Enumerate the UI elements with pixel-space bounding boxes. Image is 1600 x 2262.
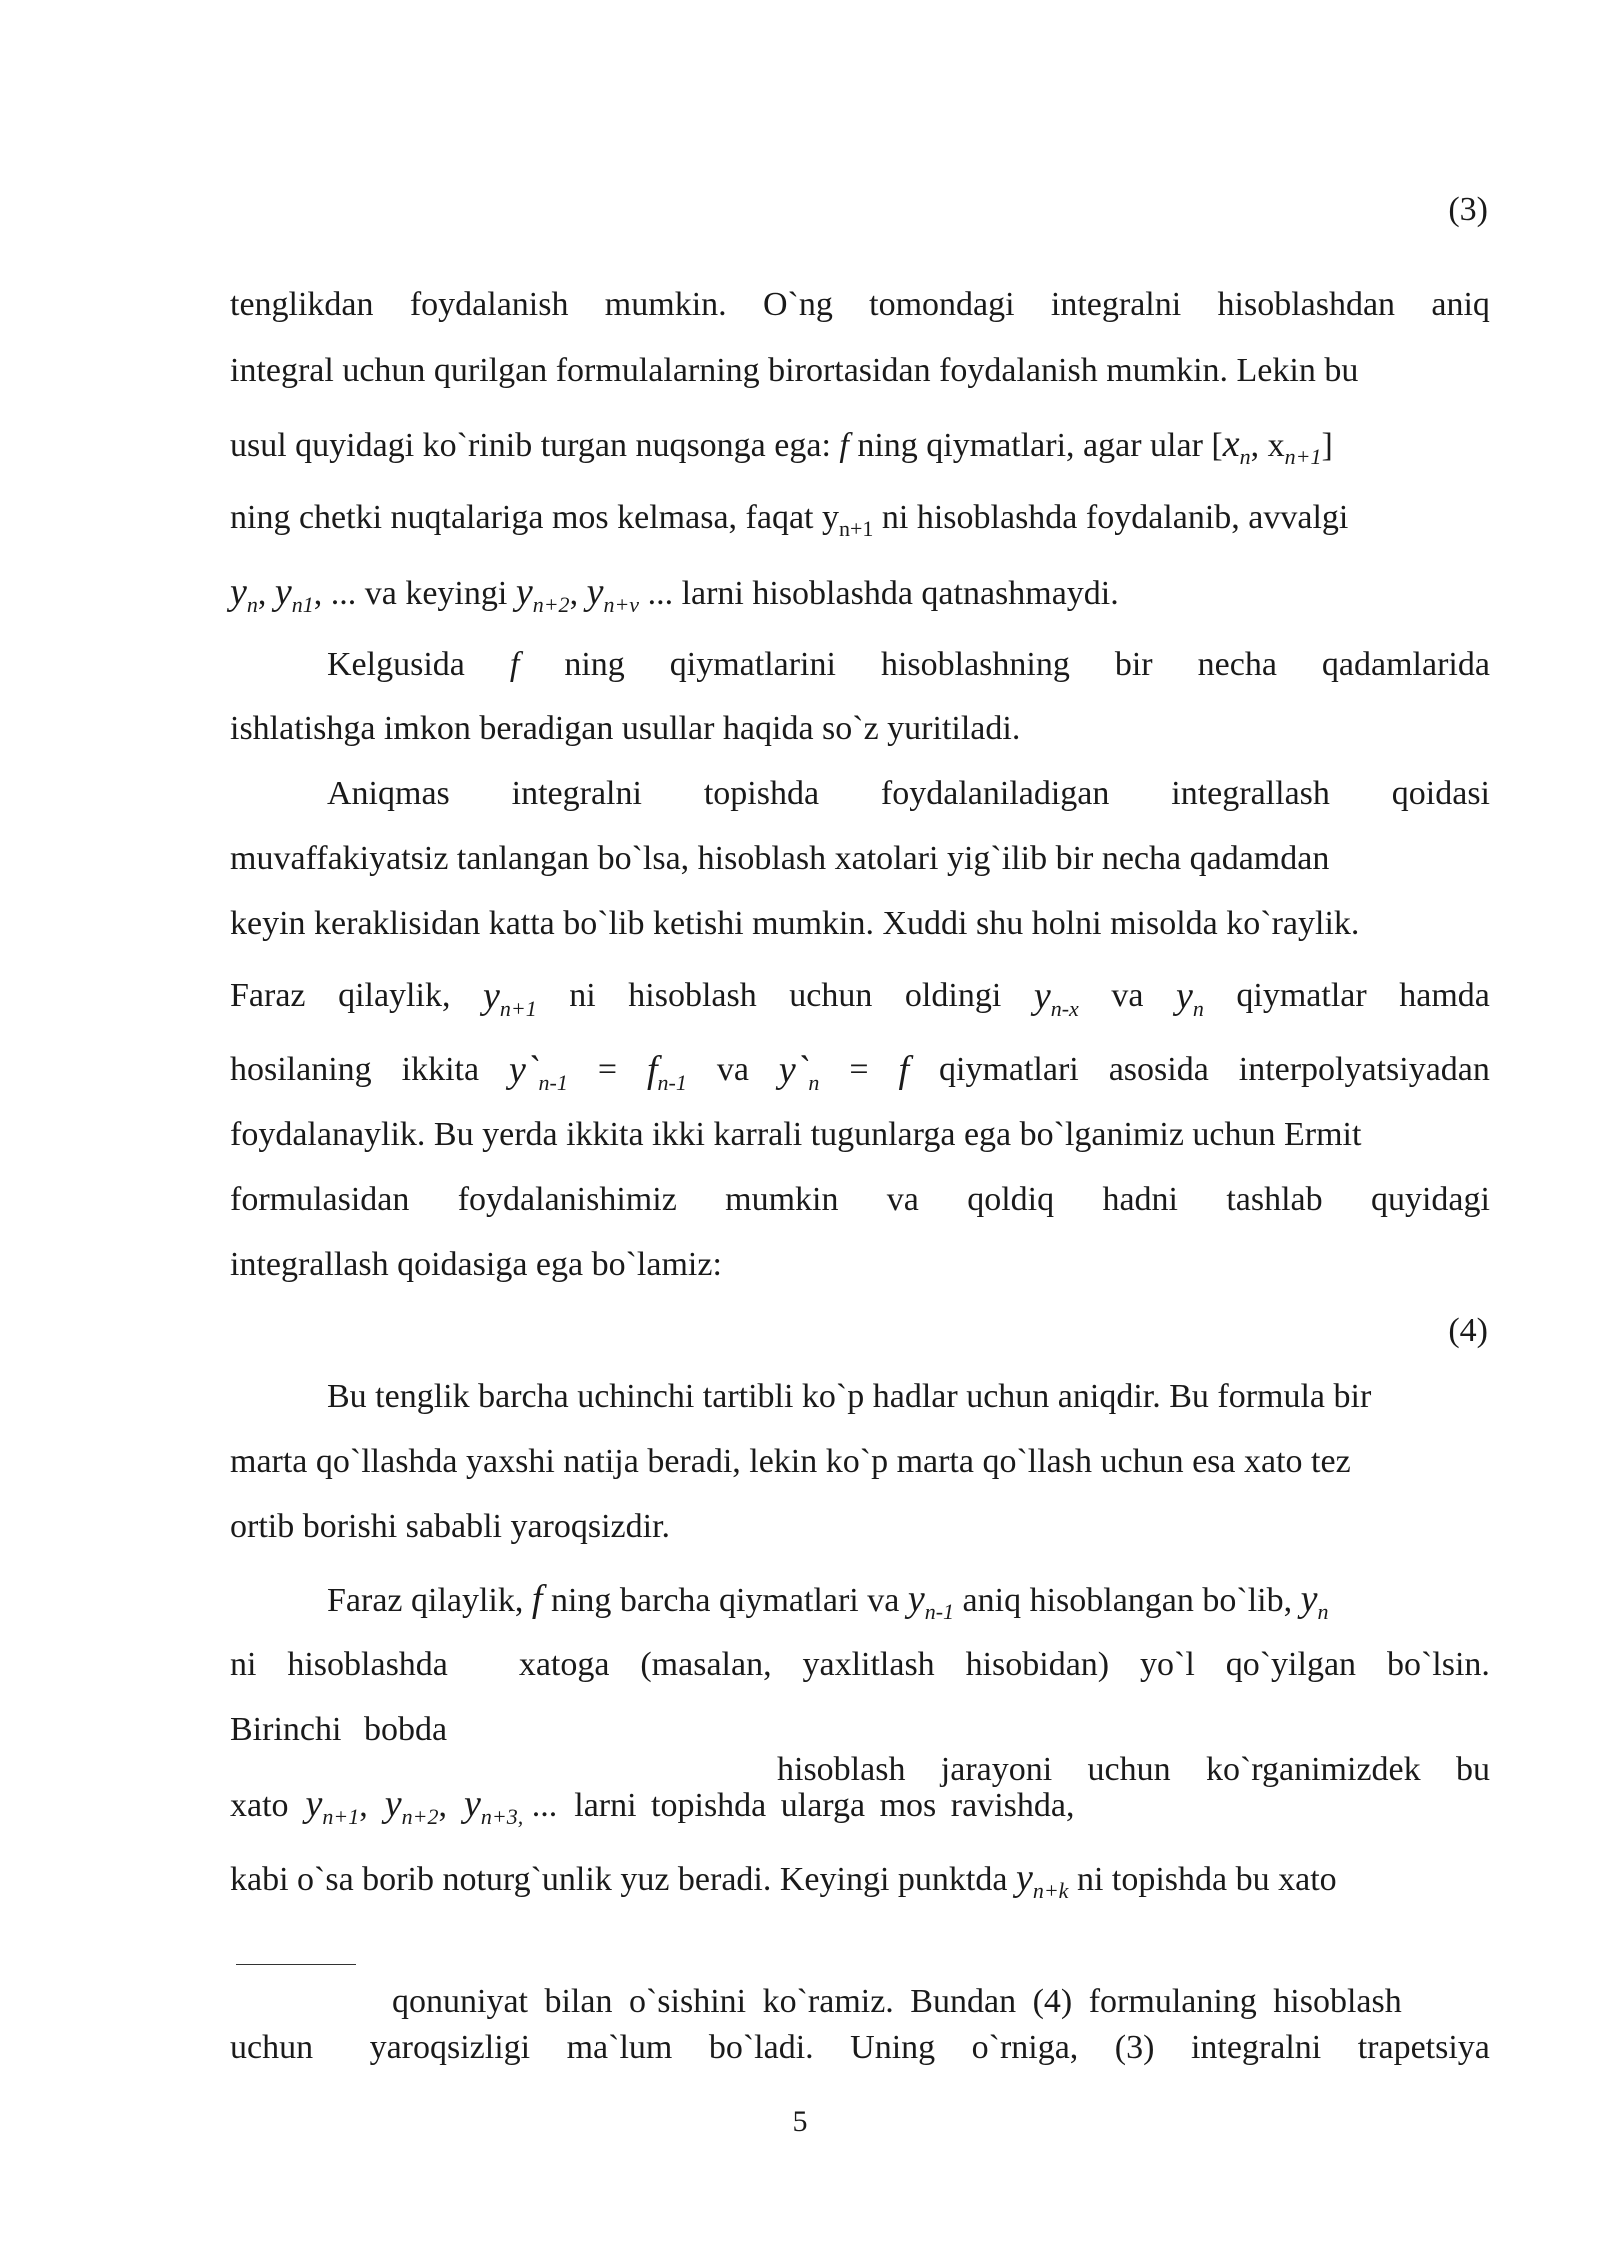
math-subscript: n+1 xyxy=(1284,444,1322,469)
word: uchun xyxy=(789,977,873,1014)
math-f: f xyxy=(509,646,520,683)
math-subscript: n+1 xyxy=(499,996,537,1021)
word: ni xyxy=(230,1646,257,1683)
word: qiymatlar xyxy=(1236,977,1367,1014)
math-y: y xyxy=(305,1783,323,1825)
line-tail xyxy=(392,1982,1490,2022)
math-subscript: n-x xyxy=(1050,996,1079,1021)
word: integralni xyxy=(511,775,642,812)
paragraph-line: integrallash qoidasiga ega bo`lamiz: xyxy=(230,1246,722,1283)
word: qilaylik, xyxy=(338,977,451,1014)
word: ni xyxy=(569,977,596,1014)
word: integrallash xyxy=(1171,775,1330,812)
text-run: , xyxy=(438,1787,448,1824)
math-subscript: n xyxy=(1239,444,1251,469)
word: hisoblashda xyxy=(287,1646,448,1683)
word: tenglikdan xyxy=(230,286,374,323)
math-equals: = xyxy=(849,1051,869,1088)
word: hisoblash xyxy=(777,1751,906,1788)
equation-number-3: (3) xyxy=(1448,191,1488,228)
word: hamda xyxy=(1399,977,1490,1014)
word: hisobidan) xyxy=(965,1646,1110,1683)
formula-placeholder-line xyxy=(236,1964,356,1965)
math-y: y xyxy=(274,571,292,613)
math-y: y xyxy=(230,571,247,613)
word: ikkita xyxy=(401,1051,480,1088)
ellipsis: ... xyxy=(531,1787,558,1824)
word: ma`lum xyxy=(566,2029,673,2066)
math-subscript: n xyxy=(1317,1599,1329,1624)
word: hisoblash xyxy=(628,977,757,1014)
word: yaxlitlash xyxy=(802,1646,935,1683)
word: hisoblashning xyxy=(880,646,1070,683)
math-equals: = xyxy=(597,1051,618,1088)
math-y: y xyxy=(384,1783,402,1825)
word: qoidasi xyxy=(1391,775,1490,812)
math-y-prime: y` xyxy=(509,1049,539,1091)
math-subscript: n+2 xyxy=(401,1804,439,1829)
math-subscript: n-1 xyxy=(924,1599,955,1624)
text-run: ] xyxy=(1321,427,1333,464)
math-y: y xyxy=(515,571,533,613)
word: bu xyxy=(1455,1751,1490,1788)
math-f: f xyxy=(531,1578,543,1620)
word: hosilaning xyxy=(230,1051,372,1088)
paragraph-line xyxy=(327,1578,1490,1624)
paragraph-line: foydalanaylik. Bu yerda ikkita ikki karrali tugunlarga ega bo`lganimiz uchun Ermit xyxy=(230,1116,1362,1153)
math-y: y xyxy=(1015,1857,1033,1899)
word: quyidagi xyxy=(1370,1181,1490,1218)
word: hisoblashdan xyxy=(1217,286,1396,323)
word: Kelgusida xyxy=(327,646,465,683)
text-run: kabi o`sa borib noturg`unlik yuz beradi. Keyingi punktda xyxy=(230,1861,1016,1898)
word: integralni xyxy=(1190,2029,1322,2066)
word: qo`yilgan xyxy=(1225,1646,1357,1683)
paragraph-line: muvaffakiyatsiz tanlangan bo`lsa, hisoblash xatolari yig`ilib bir necha qadamdan xyxy=(230,840,1330,877)
word: Birinchi xyxy=(230,1711,342,1748)
paragraph-line xyxy=(230,1180,1490,1220)
word: O`ng xyxy=(762,286,833,323)
word: oldingi xyxy=(904,977,1002,1014)
paragraph-line xyxy=(327,645,1490,685)
word: qadamlarida xyxy=(1321,646,1490,683)
text-run: , xyxy=(359,1787,368,1824)
math-subscript: n+3, xyxy=(480,1804,524,1829)
text-run: ni hisoblashda foydalanib, avvalgi xyxy=(873,499,1349,536)
word: integralni xyxy=(1050,286,1182,323)
math-group xyxy=(483,975,537,1021)
paragraph-line xyxy=(230,1710,1490,1788)
paragraph-line xyxy=(230,285,1490,325)
paragraph-line xyxy=(230,2028,1490,2068)
word: Aniqmas xyxy=(327,775,450,812)
paragraph-line: integral uchun qurilgan formulalarning birortasidan foydalanish mumkin. Lekin bu xyxy=(230,352,1359,389)
text-run: larni topishda ularga mos ravishda, xyxy=(574,1787,1075,1824)
word: mumkin xyxy=(725,1181,839,1218)
paragraph-line xyxy=(230,423,1490,469)
text-run: ning qiymatlari, agar ular [ xyxy=(848,427,1223,464)
word: topishda xyxy=(703,775,820,812)
word: ko`rganimizdek xyxy=(1205,1751,1421,1788)
text-run: qonuniyat bilan o`sishini ko`ramiz. Bundan (4) formulaning hisoblash xyxy=(392,1983,1402,2020)
math-group xyxy=(509,1049,568,1095)
word: va xyxy=(716,1051,749,1088)
word: va xyxy=(886,1181,919,1218)
word: ning xyxy=(564,646,625,683)
word: mumkin. xyxy=(604,286,727,323)
text-run: ning barcha qiymatlari va xyxy=(542,1582,908,1619)
paragraph-line xyxy=(230,975,1490,1021)
math-y: y xyxy=(1175,975,1193,1017)
paragraph-line: ishlatishga imkon beradigan usullar haqida so`z yuritiladi. xyxy=(230,710,1021,747)
math-subscript: n xyxy=(808,1070,820,1095)
math-subscript: n+v xyxy=(603,592,640,617)
word: trapetsiya xyxy=(1357,2029,1490,2066)
math-subscript: n+1 xyxy=(838,516,874,541)
word: yaroqsizligi xyxy=(369,2029,531,2066)
word: (masalan, xyxy=(640,1646,772,1683)
paragraph-line xyxy=(230,571,1490,617)
math-y: y xyxy=(1300,1578,1318,1620)
math-subscript: n+k xyxy=(1032,1878,1069,1903)
math-y: y xyxy=(1033,975,1051,1017)
word: xato xyxy=(230,1787,289,1824)
word: va xyxy=(1111,977,1144,1014)
word: bo`ladi. xyxy=(708,2029,814,2066)
equation-number-4: (4) xyxy=(1448,1312,1488,1349)
ellipsis: ... xyxy=(647,575,674,612)
word: asosida xyxy=(1108,1051,1209,1088)
word: Faraz xyxy=(230,977,306,1014)
word: uchun xyxy=(1087,1751,1171,1788)
math-y: y xyxy=(907,1578,925,1620)
math-x: x xyxy=(1222,423,1240,465)
word: (3) xyxy=(1114,2029,1155,2066)
math-y: y xyxy=(586,571,604,613)
text-run: va keyingi xyxy=(356,575,516,612)
word: jarayoni xyxy=(940,1751,1053,1788)
text-run: aniq hisoblangan bo`lib, xyxy=(954,1582,1301,1619)
word: qiymatlari xyxy=(939,1051,1079,1088)
paragraph-line xyxy=(230,1942,1490,2020)
word: necha xyxy=(1197,646,1277,683)
math-y-prime: y` xyxy=(778,1049,809,1091)
math-group xyxy=(1033,975,1079,1021)
paragraph-line xyxy=(230,1049,1490,1095)
word: foydalanish xyxy=(409,286,569,323)
math-group xyxy=(778,1049,820,1095)
text-run: , x xyxy=(1250,427,1285,464)
paragraph-line: Bu tenglik barcha uchinchi tartibli ko`p hadlar uchun aniqdir. Bu formula bir xyxy=(327,1378,1372,1415)
word: tashlab xyxy=(1226,1181,1323,1218)
text-run: , xyxy=(257,575,267,612)
word: hadni xyxy=(1102,1181,1178,1218)
math-subscript: n xyxy=(1192,996,1204,1021)
word: bo`lsin. xyxy=(1386,1646,1490,1683)
word: yo`l xyxy=(1140,1646,1195,1683)
paragraph-line: ortib borishi sababli yaroqsizdir. xyxy=(230,1508,671,1545)
word: qoldiq xyxy=(967,1181,1055,1218)
ellipsis: ... xyxy=(330,575,357,612)
math-f: f xyxy=(898,1049,910,1091)
math-f: f xyxy=(839,427,849,464)
text-run: usul quyidagi ko`rinib turgan nuqsonga ega: xyxy=(230,427,840,464)
paragraph-line xyxy=(230,1857,1490,1903)
math-y: y xyxy=(464,1783,481,1825)
text-run: ning chetki nuqtalariga mos kelmasa, faqat y xyxy=(230,499,839,536)
math-subscript: n1 xyxy=(291,592,314,617)
word: interpolyatsiyadan xyxy=(1238,1051,1490,1088)
math-subscript: n xyxy=(246,592,258,617)
math-subscript: n-1 xyxy=(657,1070,687,1095)
math-subscript: n+1 xyxy=(322,1804,360,1829)
math-group xyxy=(646,1049,687,1095)
word: xatoga xyxy=(518,1646,610,1683)
word: aniq xyxy=(1431,286,1490,323)
paragraph-line xyxy=(230,498,1490,541)
math-f: f xyxy=(646,1049,658,1091)
math-subscript: n+2 xyxy=(532,592,570,617)
word: bobda xyxy=(363,1711,448,1748)
text-run: larni hisoblashda qatnashmaydi. xyxy=(673,575,1119,612)
math-subscript: n-1 xyxy=(538,1070,568,1095)
paragraph-line: marta qo`llashda yaxshi natija beradi, lekin ko`p marta qo`llash uchun esa xato tez xyxy=(230,1443,1351,1480)
paragraph-line xyxy=(230,1783,1490,1829)
text-run: , xyxy=(569,575,579,612)
math-group xyxy=(1175,975,1204,1021)
paragraph-line xyxy=(230,1645,1490,1685)
math-y: y xyxy=(483,975,500,1017)
word: uchun xyxy=(230,2029,314,2066)
word: bir xyxy=(1114,646,1153,683)
page-number: 5 xyxy=(792,2105,808,2138)
word: foydalanishimiz xyxy=(457,1181,677,1218)
text-run: ni topishda bu xato xyxy=(1068,1861,1337,1898)
word: qiymatlarini xyxy=(669,646,836,683)
text-run: , xyxy=(313,575,323,612)
word: o`rniga, xyxy=(971,2029,1079,2066)
text-run: Faraz qilaylik, xyxy=(327,1582,532,1619)
word: Uning xyxy=(850,2029,936,2066)
paragraph-line xyxy=(327,774,1490,814)
word: formulasidan xyxy=(230,1181,410,1218)
paragraph-line: keyin keraklisidan katta bo`lib ketishi mumkin. Xuddi shu holni misolda ko`raylik. xyxy=(230,905,1360,942)
word: tomondagi xyxy=(869,286,1015,323)
word: foydalaniladigan xyxy=(880,775,1110,812)
